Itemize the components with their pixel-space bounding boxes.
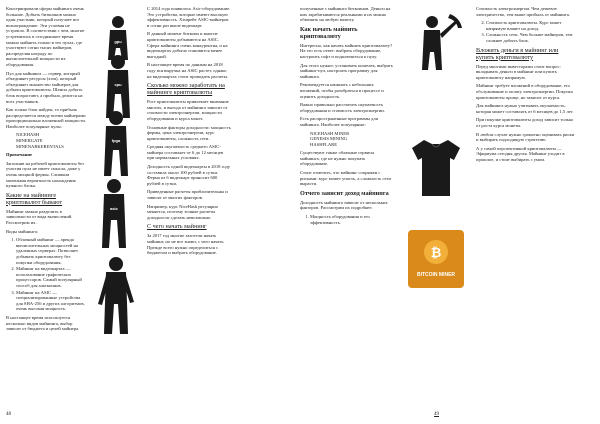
- paragraph: полученные с майнинга биткоинов. Деньги на них зарабатываются реальными и их можно обменять на любую валюту.: [300, 6, 391, 23]
- bitcoin-miner-label: BITCOIN MINER: [416, 272, 456, 278]
- list-item: 2. Стоимость криптовалюты. Курс монет напрямую влияет на доход.: [486, 20, 576, 31]
- cpu-figure: [106, 55, 130, 118]
- pickaxe-miner-figure: [422, 14, 462, 70]
- section-heading: Сколько можно заработать на майнинге криптовалюты: [147, 82, 225, 97]
- paragraph: Доходность одной видеокарты в 2018 году составила около 100 рублей в сутки. Ферма из 6 видеокарт приносит 600 рублей в сутки.: [147, 164, 231, 186]
- bitcoin-miner-figure: [408, 230, 464, 288]
- paragraph: Рост криптовалюты привлекает внимание многих, и выгода от майнинга зависит от стоимости электроэнергии, мощности оборудования и курса монет.: [147, 99, 229, 121]
- svg-text:₿: ₿: [430, 245, 442, 260]
- paragraph: А у самой перспективной криптовалюты — Эфириума сегодня другая. Майнинг уходит в прошлое, и стоит выбирать с умом.: [476, 145, 565, 162]
- paragraph: Майнинг можно разделить в зависимости от вида вычислений. Рассмотрим их.: [6, 208, 73, 225]
- section-heading: С чего начать майнинг: [147, 223, 207, 231]
- section-heading: Какие на майнинге криптовалют бывают: [6, 191, 63, 206]
- left-col-2: [147, 6, 231, 259]
- mining-evolution-illustration: [88, 8, 146, 338]
- paragraph: Стоит отметить, что майнинг сопряжен с рисками: курс может упасть, а сложность сети вырасти.: [300, 170, 391, 187]
- paragraph: Приведенные расчеты приблизительны и зависят от многих факторов.: [147, 189, 228, 201]
- asic-label: asic: [110, 206, 118, 211]
- note-text: Заполнив на рабочей криптовалюты без участия пула не имеет смысла, даже у очень мощной фермы. Слишком маленькая вероятность нахождения нужного блока.: [6, 160, 84, 189]
- paragraph: Рекомендуется начинать с небольших вложений, чтобы разобраться в процессе и оценить доходность.: [300, 82, 384, 99]
- list-item: NICEHASH MINER: [310, 130, 350, 136]
- paragraph: При покупке криптовалюты доход зависит только от роста курса монеты.: [476, 117, 574, 128]
- list-item: MINENARKERENTALS: [16, 143, 64, 149]
- page-number-left: 48: [6, 412, 11, 417]
- right-page: [300, 0, 600, 424]
- paragraph: Основные факторы доходности: мощность фермы, цена электроэнергии, курс криптовалюты, сложность сети.: [147, 124, 231, 141]
- pool-list: [6, 132, 86, 149]
- right-col-2: [476, 6, 576, 165]
- paragraph: Средняя окупаемость среднего ASIC-майнера составляет от 6 до 12 месяцев при нормальных условиях.: [147, 144, 223, 161]
- paragraph: Для майнинга нужно учитывать окупаемость, которая может составлять от 6 месяцев до 1,5 лет.: [476, 103, 574, 114]
- list-item: NICEHASH: [16, 132, 40, 138]
- gpu-label: gpu: [114, 39, 122, 44]
- paragraph: Существуют также облачные сервисы майнинга, где не нужно покупать оборудование.: [300, 150, 375, 167]
- asic-figure: [102, 179, 126, 248]
- right-col-1: [300, 6, 394, 228]
- section-heading: Как начать майнить криптовалюту: [300, 25, 358, 40]
- paragraph: Интересно, как начать майнить криптовалюту? На это есть ответ: выбрать оборудование, настроить софт и подключиться к пулу.: [300, 42, 393, 59]
- list-item: HASHFLARE: [310, 141, 338, 147]
- paragraph: В данный момент биткоин и многие криптовалюты добываются на ASIC. Сфера майнинга очень конкурентна, и на видеокартах добыча становится менее выгодной.: [147, 31, 228, 59]
- list-item: 1. Мощность оборудования и его эффективность.: [310, 214, 394, 225]
- paragraph: С 2014 года появилось Asic-оборудование. Это устройства, которые имеют высокую эффективность. Хэшрейт ASIC-майнеров в сотни раз выше видеокарт.: [147, 6, 231, 28]
- paragraph: Пул для майнинга — сервер, который объединяет ресурсы (хэш), который объединяет множество майнеров для добычи криптовалюты. Шансы добыть блок возрастают, а прибыль делится на всех участников.: [6, 70, 83, 104]
- mining-types-list: [6, 237, 86, 312]
- gpu-figure: [108, 16, 128, 60]
- fpga-label: fpga: [111, 138, 121, 143]
- list-item: GENESIS MINING: [310, 136, 348, 142]
- paragraph: Важно правильно рассчитать окупаемость оборудования и стоимость электроэнергии.: [300, 102, 385, 113]
- list-item: MINERGATE: [16, 138, 43, 144]
- section-heading: Вложить деньги в майнинг или купить криптовалюту: [476, 46, 559, 61]
- paragraph: Для этого нужно: установить кошелек, выбрать майнинг-пул, настроить программу для майнинга.: [300, 62, 393, 79]
- paragraph: Например, курс NiceHash регулярно меняется, поэтому точные расчеты доходности сделать невозможно.: [147, 203, 219, 220]
- income-factors-list-continued: [476, 20, 576, 43]
- paragraph: Как только блок найден, то прибыль распределяется между всеми майнерами пропорционально вложенной мощности. Наиболее популярные пулы:: [6, 107, 86, 129]
- fpga-figure: [104, 111, 128, 176]
- note-title: Примечание: [6, 152, 33, 158]
- paragraph: В настоящее время по данным на 2018 году вся выручка на ASIC растет, однако на видеокартах стоит проводить расчеты.: [147, 62, 229, 79]
- page-number-right: 49: [434, 412, 439, 417]
- paragraph: Майнинг требует вложений в оборудование, его обслуживание и оплату электроэнергии. Покупка криптовалюты проще, но зависит от курса.: [476, 83, 573, 100]
- list-item: 2. Майнинг на видеокартах — использование графических процессоров. Самый популярный способ для альткоинов.: [16, 266, 86, 288]
- human-figure: [98, 257, 134, 334]
- section-heading: Отчего зависит доход майнинга: [300, 189, 389, 197]
- paragraph: Консервировали сферы майнинга очень большие. Добыть биткоинов можно один участник, который получает все вознаграждение. Эти условия не устроило. В соответствии с чем, многие устремились в сегодняшнее время можно майнить только в тех пулах, где участвуют сотни тысяч майнеров, распределяя награду по вычислительной мощности их оборудования.: [6, 6, 85, 67]
- left-col-1: [6, 6, 86, 335]
- tshirt-figure: [412, 140, 460, 196]
- paragraph: Виды майнинга:: [6, 228, 39, 234]
- miner-illustrations: [398, 8, 472, 308]
- income-factors-list: [300, 214, 394, 225]
- paragraph: Перед многими инвесторами стоит вопрос: вкладывать деньги в майнинг или купить криптовалюту напрямую.: [476, 63, 561, 80]
- paragraph: Стоимость электроэнергии. Чем дешевле электричество, тем выше прибыль от майнинга.: [476, 6, 570, 17]
- paragraph: За 2017 год многие захотели начать майнинг, но не все знают, с чего начать. Прежде всего нужно определиться с бюджетом и выбрать оборудование.: [147, 233, 225, 256]
- list-item: 1. Облачный майнинг — аренда вычислительных мощностей на удаленных серверах. Позволяет добывать криптовалюту без покупки оборудования.: [16, 237, 86, 265]
- paragraph: В настоящее время используется несколько видов майнинга, выбор зависит от бюджета и целей майнера.: [6, 314, 80, 332]
- paragraph: Есть распространенные программы для майнинга. Наиболее популярные:: [300, 116, 378, 127]
- paragraph: В любом случае нужно грамотно оценивать риски и выбирать подходящую стратегию.: [476, 131, 575, 143]
- software-list: [300, 131, 394, 148]
- list-item: 3. Сложность сети. Чем больше майнеров, тем сложнее добыть блок.: [486, 32, 576, 43]
- list-item: 3. Майнинг на ASIC — специализированные устройства для SHA-256 и других алгоритмов, очень высокая мощность.: [16, 290, 86, 312]
- paragraph: Доходность майнинга зависит от нескольких факторов. Рассмотрим их подробнее.: [300, 199, 388, 211]
- cpu-label: cpu: [114, 82, 122, 87]
